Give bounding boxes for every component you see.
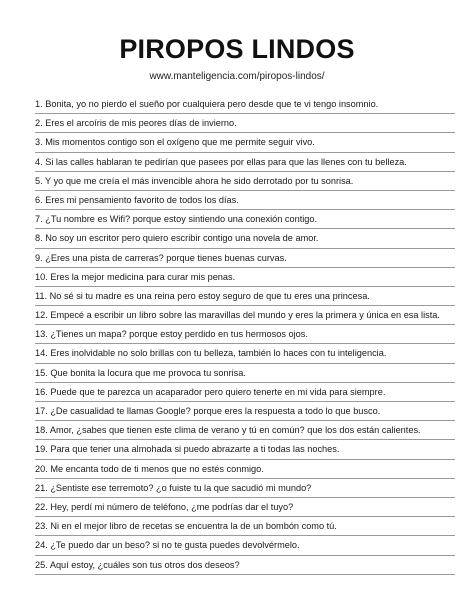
list-item: 3. Mis momentos contigo son el oxígeno que me permite seguir vivo. [35, 133, 455, 152]
list-item: 10. Eres la mejor medicina para curar mis penas. [35, 268, 455, 287]
source-url: www.manteligencia.com/piropos-lindos/ [149, 71, 325, 82]
list-item: 22. Hey, perdí mi número de teléfono, ¿me podrías dar el tuyo? [35, 498, 455, 517]
list-item: 7. ¿Tu nombre es Wifi? porque estoy sintiendo una conexión contigo. [35, 210, 455, 229]
list-item: 1. Bonita, yo no pierdo el sueño por cualquiera pero desde que te vi tengo insomnio. [35, 95, 455, 114]
list-item: 18. Amor, ¿sabes que tienen este clima de verano y tú en común? que los dos están calientes. [35, 421, 455, 440]
list-item: 19. Para que tener una almohada si puedo abrazarte a ti todas las noches. [35, 440, 455, 459]
piropos-list [35, 95, 455, 575]
list-item: 16. Puede que te parezca un acaparador pero quiero tenerte en mi vida para siempre. [35, 383, 455, 402]
list-item: 4. Si las calles hablaran te pedirían que pasees por ellas para que las llenes con tu belleza. [35, 153, 455, 172]
list-item: 6. Eres mi pensamiento favorito de todos los días. [35, 191, 455, 210]
list-item: 20. Me encanta todo de ti menos que no estés conmigo. [35, 460, 455, 479]
list-item: 2. Eres el arcoíris de mis peores días de invierno. [35, 114, 455, 133]
list-item: 12. Empecé a escribir un libro sobre las maravillas del mundo y eres la primera y única en esa lista. [35, 306, 455, 325]
page-title: PIROPOS LINDOS [119, 34, 355, 64]
list-item: 14. Eres inolvidable no solo brillas con tu belleza, también lo haces con tu inteligencia. [35, 344, 455, 363]
list-item: 23. Ni en el mejor libro de recetas se encuentra la de un bombón como tú. [35, 517, 455, 536]
list-item: 11. No sé si tu madre es una reina pero estoy seguro de que tu eres una princesa. [35, 287, 455, 306]
list-item: 24. ¿Te puedo dar un beso? si no te gusta puedes devolvérmelo. [35, 536, 455, 555]
list-item: 9. ¿Eres una pista de carreras? porque tienes buenas curvas. [35, 249, 455, 268]
list-item: 25. Aquí estoy, ¿cuáles son tus otros dos deseos? [35, 556, 455, 575]
list-item: 17. ¿De casualidad te llamas Google? porque eres la respuesta a todo lo que busco. [35, 402, 455, 421]
list-item: 15. Que bonita la locura que me provoca tu sonrisa. [35, 364, 455, 383]
list-item: 8. No soy un escritor pero quiero escribir contigo una novela de amor. [35, 229, 455, 248]
list-item: 21. ¿Sentiste ese terremoto? ¿o fuiste tu la que sacudió mi mundo? [35, 479, 455, 498]
list-item: 5. Y yo que me creía el más invencible ahora he sido derrotado por tu sonrisa. [35, 172, 455, 191]
list-item: 13. ¿Tienes un mapa? porque estoy perdido en tus hermosos ojos. [35, 325, 455, 344]
